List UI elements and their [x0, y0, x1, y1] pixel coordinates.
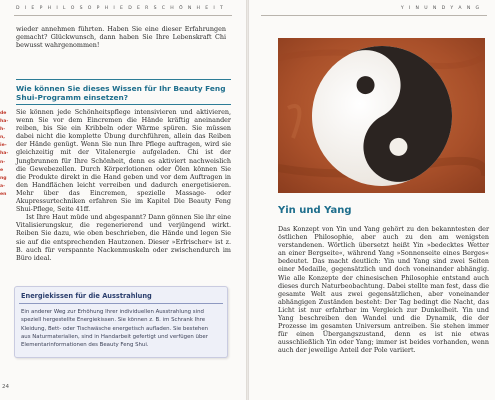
margin-fragments [0, 110, 10, 199]
page-number: 24 [2, 384, 10, 390]
running-head-rule-left [14, 15, 232, 16]
paragraph: Sie können jede Schönheitspflege intensivieren und aktivieren, wenn Sie vor dem Eincremen die Hände kräftig aneinander reiben, bis Sie ein Kribbeln oder Wärme spüren. Sie müssen dabei nicht die komplette Übung durchführen, allein das Reiben der Hände genügt. Wenn Sie nun Ihre Pflege auftragen, wird sie gleichzeitig mit der Vitalenergie aufgeladen. Chi ist der Jungbrunnen für Ihre Schönheit, denn es aktiviert nachweislich die Gewebezellen. Durch Körperlotionen oder Ölen können Sie die Produkte direkt in die Hand geben und vor dem Auftragen in den Handflächen leicht verreiben und dadurch energetisieren. Mehr über das Eincremen, spezielle Massage- oder Akupressurtechniken erfahren Sie im Kapitel Die Beauty Feng Shui-Pflege, Seite 41ff. [16, 108, 231, 214]
left-page [0, 0, 246, 400]
margin-fragment: en [0, 191, 7, 197]
yin-yang-icon [278, 38, 485, 193]
yin-yang-photo [278, 38, 485, 193]
paragraph: Ist Ihre Haut müde und abgespannt? Dann gönnen Sie ihr eine Vitalisierungskur, die regenerierend und verjüngend wirkt. Reiben Sie dazu, wie oben beschrieben, die Hände und legen Sie sie auf die entsprechenden Hautzonen. Dieser »Erfrischer« ist z. B. auch für verspannte Nackenmuskeln oder zwischendurch im Büro ideal. [16, 213, 231, 262]
info-box-text: Ein anderer Weg zur Erhöhung Ihrer individuellen Ausstrahlung sind speziell hergestellte Energiekissen. Sie können z. B. im Schrank Ihre Kleidung, Bett- oder Tischwäsche energetisch aufladen. Sie bestehen aus Naturmaterialien, sind in Handarbeit gefertigt und verfügen über Elementarinformationen des Beauty Feng Shui. [21, 309, 209, 349]
margin-fragment: n, [0, 135, 6, 141]
main-text-right [278, 225, 489, 355]
running-head-left: D I E P H I L O S O P H I E D E R S C H Ö N H E I T [16, 6, 225, 11]
section-rule-bottom [16, 104, 231, 105]
section-rule-top [16, 79, 231, 80]
right-page-title: Yin und Yang [278, 205, 352, 216]
margin-fragment: ha- [0, 119, 9, 125]
intro-paragraph: wieder annehmen führten. Haben Sie eine dieser Erfahrungen gemacht? Glückwunsch, dann haben Sie Ihre Lebenskraft Chi bewusst wahrgenommen! [16, 25, 226, 50]
section-heading: Wie können Sie dieses Wissen für Ihr Beauty Feng Shui-Programm einsetzen? [16, 84, 226, 103]
margin-fragment: ie- [0, 143, 7, 149]
margin-fragment: de [0, 111, 7, 116]
paragraph: Das Konzept von Yin und Yang gehört zu den bekanntesten der östlichen Philosophie, aber auch zu den am wenigsten verstandenen. Wörtlich übersetzt heißt Yin »bedecktes Wetter an einer Bergseite«, während Yang »Sonnenseite eines Berges« bedeutet. Das macht deutlich: Yin und Yang sind zwei Seiten einer Medaille, gegensätzlich und doch voneinander abhängig. Wie alle Konzepte der chinesischen Philosophie entstand auch dieses durch Naturbeobachtung. Dabei stellte man fest, dass die gesamte Welt aus zwei gegensätzlichen, aber voneinander abhängigen Zuständen besteht: Der Tag bedingt die Nacht, das Licht ist nur erfahrbar im Vergleich zur Dunkelheit. Yin und Yang beschreiben den Wandel und die Dynamik, die der Prozesse im gesamten Universum antreiben. Sie stehen immer für einen Übergangszustand, denn es ist nie etwas ausschließlich Yin oder Yang; immer ist beides vorhanden, wenn auch der jeweilige Anteil der Pole variiert. [278, 225, 489, 355]
main-text-left [16, 108, 231, 262]
info-box [14, 286, 228, 358]
margin-fragment: a- [0, 183, 6, 189]
margin-fragment: n- [0, 159, 6, 165]
running-head-right: Y I N U N D Y A N G [400, 6, 481, 11]
margin-fragment: e [0, 167, 4, 173]
running-head-rule-right [261, 15, 487, 16]
info-box-heading: Energiekissen für die Ausstrahlung [21, 292, 152, 300]
info-box-rule [19, 303, 223, 304]
margin-fragment: ha- [0, 151, 9, 157]
margin-fragment: ng [0, 175, 7, 181]
margin-fragment: h- [0, 127, 6, 133]
intro-text [16, 25, 226, 49]
